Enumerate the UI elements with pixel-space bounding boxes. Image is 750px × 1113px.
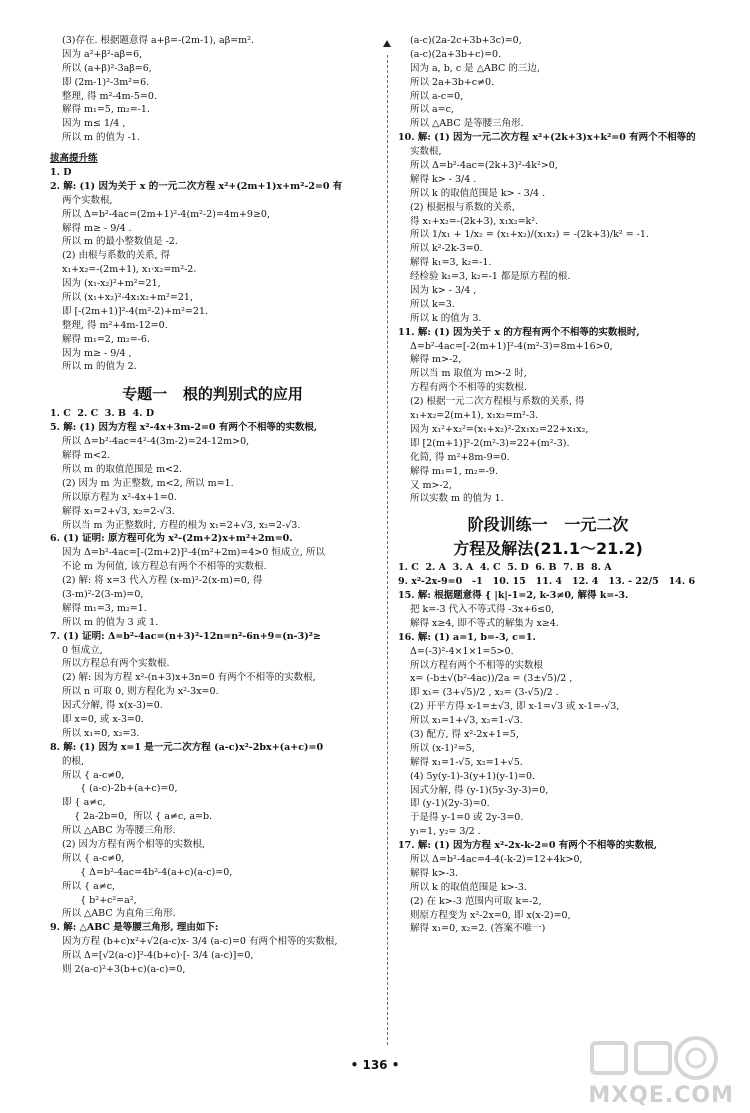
subheading-advanced: 拔高提升练 bbox=[50, 153, 98, 165]
answer-line: 整理, 得 m²+4m-12=0. bbox=[62, 319, 168, 331]
answer-line: 所以方程有两个不相等的实数根 bbox=[410, 659, 544, 671]
answer-line: 解得 x₁=2+√3, x₂=2-√3. bbox=[62, 505, 175, 517]
answer-line: (3)存在. 根据题意得 a+β=-(2m-1), aβ=m². bbox=[62, 35, 255, 46]
watermark-icon bbox=[584, 1033, 734, 1083]
answer-line: 因为 (x₁-x₂)²+m²=21, bbox=[62, 278, 161, 290]
answer-line: 解得 m₁=1, m₂=-9. bbox=[410, 465, 498, 477]
answer-line: 所以当 m 为正整数时, 方程的根为 x₁=2+√3, x₂=2-√3. bbox=[62, 519, 301, 531]
answer-line: 所以 a-c=0, bbox=[410, 90, 464, 102]
answer-line: (2) 根据一元二次方程根与系数的关系, 得 bbox=[410, 396, 585, 408]
answer-line: (2) 开平方得 x-1=±√3, 即 x-1=√3 或 x-1=-√3, bbox=[410, 701, 620, 713]
answer-line: { b²+c²=a², bbox=[62, 894, 137, 906]
answer-line: 解得 k>-3. bbox=[410, 867, 459, 879]
answer-line: 1. C 2. C 3. B 4. D bbox=[50, 408, 155, 420]
answer-line: 所以 m 的最小整数值是 -2. bbox=[62, 236, 178, 248]
answer-line: 整理, 得 m²-4m-5=0. bbox=[62, 90, 157, 102]
answer-line: 所以 m 的值为 3 或 1. bbox=[62, 616, 159, 628]
left-answers-part3 bbox=[50, 407, 375, 977]
answer-line: 1. D bbox=[50, 167, 72, 179]
answer-line: (2) 因为 m 为正整数, m<2, 所以 m=1. bbox=[62, 477, 234, 489]
answer-line: 10. 解: (1) 因为一元二次方程 x²+(2k+3)x+k²=0 有两个不相等的 bbox=[398, 132, 696, 144]
answer-line: 经检验 k₁=3, k₂=-1 都是原方程的根. bbox=[410, 271, 571, 283]
answer-line: 9. 解: △ABC 是等腰三角形, 理由如下: bbox=[50, 922, 219, 934]
answer-line: { (a-c)-2b+(a+c)=0, bbox=[62, 783, 178, 795]
answer-line: 所以 m 的值为 2. bbox=[62, 361, 137, 373]
answer-line: 所以 1/x₁ + 1/x₂ = (x₁+x₂)/(x₁x₂) = -(2k+3)/k² = -1. bbox=[410, 229, 649, 241]
answer-line: 所以 k²-2k-3=0. bbox=[410, 243, 483, 255]
answer-line: 所以 m 的取值范围是 m<2. bbox=[62, 463, 183, 475]
answer-line: 17. 解: (1) 因为方程 x²-2x-k-2=0 有两个不相等的实数根, bbox=[398, 840, 658, 852]
answer-line: 2. 解: (1) 因为关于 x 的一元二次方程 x²+(2m+1)x+m²-2=0 有 bbox=[50, 180, 343, 192]
answer-line: 解得 x₁=0, x₂=2. (答案不唯一) bbox=[410, 923, 546, 935]
answer-line: Δ=b²-4ac=[-2(m+1)]²-4(m²-3)=8m+16>0, bbox=[410, 340, 613, 352]
answer-line: 8. 解: (1) 因为 x=1 是一元二次方程 (a-c)x²-2bx+(a+c)=0 bbox=[50, 741, 324, 753]
left-answers-part2 bbox=[50, 166, 375, 374]
right-answers-part1 bbox=[398, 34, 698, 506]
answer-line: 解得 x≥4, 即不等式的解集为 x≥4. bbox=[410, 617, 559, 629]
answer-line: 所以 k 的值为 3. bbox=[410, 312, 482, 324]
answer-line: 化简, 得 m²+8m-9=0. bbox=[410, 451, 510, 463]
answer-line: 解得 m₁=5, m₂=-1. bbox=[62, 104, 150, 116]
answer-line: 6. (1) 证明: 原方程可化为 x²-(2m+2)x+m²+2m=0. bbox=[50, 533, 293, 545]
answer-line: 所以 k 的取值范围是 k>-3. bbox=[410, 881, 527, 893]
answer-line: 所以 Δ=b²-4ac=4²-4(3m-2)=24-12m>0, bbox=[62, 436, 250, 448]
answer-line: 所以 (a+β)²-3aβ=6, bbox=[62, 62, 152, 74]
answer-line: 所以 Δ=[√2(a-c)]²-4(b+c)·[- 3/4 (a-c)]=0, bbox=[62, 950, 254, 962]
answer-line: 即 [-(2m+1)]²-4(m²-2)+m²=21. bbox=[62, 305, 209, 317]
answer-line: 所以 { a-c≠0, bbox=[62, 769, 125, 781]
answer-line: 则 2(a-c)²+3(b+c)(a-c)=0, bbox=[62, 964, 186, 975]
answer-line: x₁+x₂=2(m+1), x₁x₂=m²-3. bbox=[410, 410, 539, 422]
answer-line: 解得 k> - 3/4 . bbox=[410, 173, 477, 185]
answer-line: 即 [2(m+1)]²-2(m²-3)=22+(m²-3). bbox=[410, 437, 570, 449]
right-column bbox=[398, 34, 698, 936]
answer-line: 两个实数根, bbox=[62, 194, 113, 206]
answer-line: 所以 x₁=1+√3, x₂=1-√3. bbox=[410, 715, 523, 727]
answer-line: 又 m>-2, bbox=[410, 479, 452, 491]
answer-line: 所以 △ABC 为直角三角形. bbox=[62, 908, 176, 920]
answer-line: 方程有两个不相等的实数根. bbox=[410, 382, 528, 394]
answer-line: 所以 (x-1)²=5, bbox=[410, 742, 475, 754]
answer-line: x= (-b±√(b²-4ac))/2a = (3±√5)/2 , bbox=[410, 673, 573, 685]
answer-line: 即 (2m-1)²-3m²=6. bbox=[62, 76, 150, 88]
answer-line: { 2a-2b=0, 所以 { a≠c, a=b. bbox=[62, 811, 213, 823]
answer-line: 所以方程总有两个实数根. bbox=[62, 658, 170, 670]
answer-line: 所以 Δ=b²-4ac=(2k+3)²-4k²>0, bbox=[410, 160, 558, 172]
left-answers-part1 bbox=[50, 34, 375, 145]
answer-line: 所以 2a+3b+c≠0. bbox=[410, 76, 495, 88]
page-number: • 136 • bbox=[350, 1058, 400, 1072]
section-title-discriminant: 专题一 根的判别式的应用 bbox=[122, 385, 303, 404]
answer-line: 因式分解, 得 x(x-3)=0. bbox=[62, 700, 163, 712]
answer-line: 解得 m₁=3, m₂=1. bbox=[62, 602, 147, 614]
answer-line: 因为方程 (b+c)x²+√2(a-c)x- 3/4 (a-c)=0 有两个相等的实数根, bbox=[62, 936, 338, 948]
answer-line: 解得 k₁=3, k₂=-1. bbox=[410, 257, 492, 269]
answer-line: (4) 5y(y-1)-3(y+1)(y-1)=0. bbox=[410, 770, 536, 782]
answer-line: 即 x₁= (3+√5)/2 , x₂= (3-√5)/2 . bbox=[410, 687, 559, 699]
answer-line: 解得 m<2. bbox=[62, 450, 111, 462]
answer-line: (2) 因为方程有两个相等的实数根, bbox=[62, 838, 205, 850]
answer-line: 7. (1) 证明: Δ=b²-4ac=(n+3)²-12n=n²-6n+9=(n-3)²≥ bbox=[50, 630, 321, 642]
answer-line: 所以 Δ=b²-4ac=4-4(-k-2)=12+4k>0, bbox=[410, 853, 583, 865]
answer-line: 所以 △ABC 为等腰三角形. bbox=[62, 825, 176, 837]
answer-line: 15. 解: 根据题意得 { |k|-1=2, k-3≠0, 解得 k=-3. bbox=[398, 590, 629, 602]
answer-line: 即 { a≠c, bbox=[62, 797, 106, 809]
answer-line: 因为 x₁²+x₂²=(x₁+x₂)²-2x₁x₂=22+x₁x₂, bbox=[410, 423, 589, 435]
answer-line: 的根, bbox=[62, 755, 85, 767]
answer-line: 所以 k=3. bbox=[410, 298, 455, 310]
answer-line: (2) 解: 将 x=3 代入方程 (x-m)²-2(x-m)=0, 得 bbox=[62, 575, 263, 587]
answer-line: x₁+x₂=-(2m+1), x₁·x₂=m²-2. bbox=[62, 264, 197, 276]
answer-line: (a-c)(2a-2c+3b+3c)=0, bbox=[410, 35, 522, 46]
answer-line: 1. C 2. A 3. A 4. C 5. D 6. B 7. B 8. A bbox=[398, 562, 612, 574]
answer-line: 因为 m≥ - 9/4 , bbox=[62, 347, 132, 359]
answer-line: 于是得 y-1=0 或 2y-3=0. bbox=[410, 812, 524, 824]
answer-line: 所以 k 的取值范围是 k> - 3/4 . bbox=[410, 187, 546, 199]
answer-line: (3) 配方, 得 x²-2x+1=5, bbox=[410, 728, 519, 740]
answer-line: 把 k=-3 代入不等式得 -3x+6≤0, bbox=[410, 603, 555, 615]
answer-line: { Δ=b²-4ac=4b²-4(a+c)(a-c)=0, bbox=[62, 866, 233, 878]
answer-line: 解得 m≥ - 9/4 . bbox=[62, 222, 132, 234]
answer-line: 所以 { a-c≠0, bbox=[62, 852, 125, 864]
answer-line: 则原方程变为 x²-2x=0, 即 x(x-2)=0, bbox=[410, 909, 571, 921]
right-answers-part2 bbox=[398, 561, 698, 936]
answer-line: 因为 a, b, c 是 △ABC 的三边, bbox=[410, 62, 540, 74]
answer-line: 即 x=0, 或 x-3=0. bbox=[62, 713, 144, 725]
watermark-logo bbox=[584, 1033, 734, 1108]
watermark-text: MXQE.COM bbox=[588, 1083, 734, 1108]
answer-line: 所以当 m 取值为 m>-2 时, bbox=[410, 368, 527, 380]
answer-line: (2) 解: 因为方程 x²-(n+3)x+3n=0 有两个不相等的实数根, bbox=[62, 672, 316, 684]
answer-line: 因式分解, 得 (y-1)(5y-3y-3)=0, bbox=[410, 784, 549, 796]
answer-line: 所以 △ABC 是等腰三角形. bbox=[410, 118, 524, 130]
answer-line: (2) 由根与系数的关系, 得 bbox=[62, 250, 171, 262]
answer-line: 16. 解: (1) a=1, b=-3, c=1. bbox=[398, 631, 536, 643]
answer-line: 解得 x₁=1-√5, x₂=1+√5. bbox=[410, 756, 523, 768]
answer-line: 解得 m₁=2, m₂=-6. bbox=[62, 333, 150, 345]
section-title-stage-1: 阶段训练一 一元二次 bbox=[467, 515, 629, 535]
answer-line: 所以 Δ=b²-4ac=(2m+1)²-4(m²-2)=4m+9≥0, bbox=[62, 208, 270, 220]
answer-line: (2) 根据根与系数的关系, bbox=[410, 201, 515, 213]
answer-line: 因为 k> - 3/4 , bbox=[410, 285, 477, 297]
answer-line: 因为 m≤ 1/4 , bbox=[62, 118, 126, 130]
answer-line: 不论 m 为何值, 该方程总有两个不相等的实数根. bbox=[62, 561, 267, 573]
column-divider bbox=[387, 55, 388, 1045]
section-title-stage-2: 方程及解法(21.1～21.2) bbox=[453, 539, 643, 559]
answer-line: 所以 x₁=0, x₂=3. bbox=[62, 727, 140, 739]
answer-line: 所以原方程为 x²-4x+1=0. bbox=[62, 491, 177, 503]
answer-line: Δ=(-3)²-4×1×1=5>0. bbox=[410, 645, 514, 657]
answer-line: (2) 在 k>-3 范围内可取 k=-2, bbox=[410, 895, 542, 907]
left-column bbox=[50, 34, 375, 977]
answer-line: 5. 解: (1) 因为方程 x²-4x+3m-2=0 有两个不相等的实数根, bbox=[50, 422, 318, 434]
answer-line: y₁=1, y₂= 3/2 . bbox=[410, 826, 481, 838]
answer-line: 所以 n 可取 0, 则方程化为 x²-3x=0. bbox=[62, 686, 219, 698]
answer-line: 所以实数 m 的值为 1. bbox=[410, 493, 504, 505]
answer-line: 所以 (x₁+x₂)²-4x₁x₂+m²=21, bbox=[62, 292, 193, 304]
answer-line: 因为 Δ=b²-4ac=[-(2m+2)]²-4(m²+2m)=4>0 恒成立, 所以 bbox=[62, 547, 325, 559]
answer-line: 实数根, bbox=[410, 146, 442, 158]
answer-line: 0 恒成立, bbox=[62, 644, 103, 656]
answer-line: (a-c)(2a+3b+c)=0. bbox=[410, 48, 502, 60]
answer-line: 解得 m>-2, bbox=[410, 354, 462, 366]
answer-line: 即 (y-1)(2y-3)=0. bbox=[410, 798, 490, 810]
divider-arrow bbox=[383, 40, 391, 47]
answer-line: 9. x²-2x-9=0 -1 10. 15 11. 4 12. 4 13. - 22/5 14. 6 bbox=[398, 576, 696, 588]
answer-line: 所以 a=c, bbox=[410, 104, 454, 116]
answer-line: 所以 m 的值为 -1. bbox=[62, 132, 140, 144]
answer-line: 所以 { a≠c, bbox=[62, 880, 116, 892]
answer-line: 11. 解: (1) 因为关于 x 的方程有两个不相等的实数根时, bbox=[398, 326, 640, 338]
answer-line: 因为 a²+β²-aβ=6, bbox=[62, 48, 143, 60]
answer-line: (3-m)²-2(3-m)=0, bbox=[62, 588, 144, 600]
answer-line: 得 x₁+x₂=-(2k+3), x₁x₂=k². bbox=[410, 215, 539, 227]
